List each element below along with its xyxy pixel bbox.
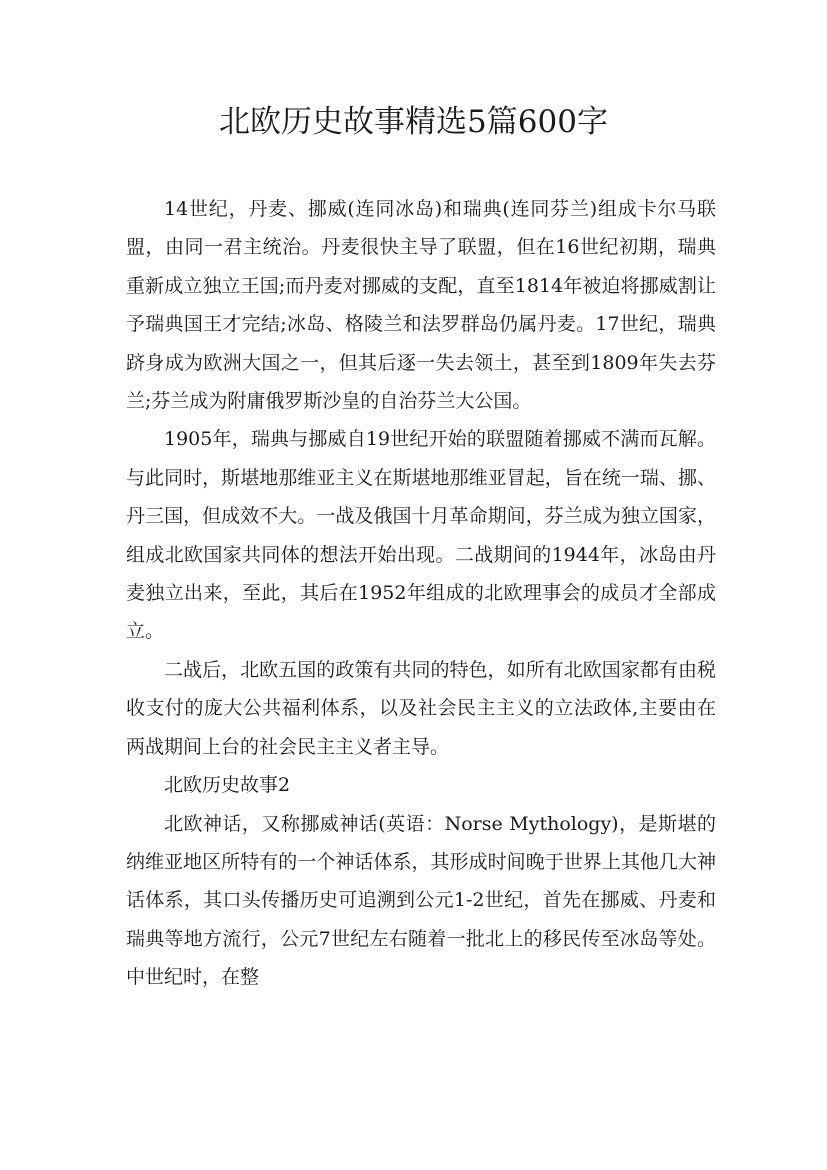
paragraph-2: 1905年，瑞典与挪威自19世纪开始的联盟随着挪威不满而瓦解。与此同时，斯堪地那维亚主义在斯堪地那维亚冒起，旨在统一瑞、挪、丹三国，但成效不大。一战及俄国十月革命期间，芬兰成为独立国家，组成北欧国家共同体的想法开始出现。二战期间的1944年，冰岛由丹麦独立出来，至此，其后在1952年组成的北欧理事会的成员才全部成立。 bbox=[126, 428, 716, 643]
paragraph-3: 二战后，北欧五国的政策有共同的特色，如所有北欧国家都有由税收支付的庞大公共福利体系，以及社会民主主义的立法政体,主要由在两战期间上台的社会民主主义者主导。 bbox=[126, 658, 716, 758]
document-body bbox=[126, 190, 716, 997]
paragraph-4: 北欧神话，又称挪威神话(英语：Norse Mythology)，是斯堪的纳维亚地区所特有的一个神话体系，其形成时间晚于世界上其他几大神话体系，其口头传播历史可追溯到公元1-2世纪，首先在挪威、丹麦和瑞典等地方流行，公元7世纪左右随着一批北上的移民传至冰岛等处。中世纪时，在整 bbox=[126, 812, 716, 989]
paragraph-1: 14世纪，丹麦、挪威(连同冰岛)和瑞典(连同芬兰)组成卡尔马联盟，由同一君主统治。丹麦很快主导了联盟，但在16世纪初期，瑞典重新成立独立王国;而丹麦对挪威的支配，直至1814年被迫将挪威割让予瑞典国王才完结;冰岛、格陵兰和法罗群岛仍属丹麦。17世纪，瑞典跻身成为欧洲大国之一，但其后逐一失去领土，甚至到1809年失去芬兰;芬兰成为附庸俄罗斯沙皇的自治芬兰大公国。 bbox=[126, 198, 716, 413]
section-subheading: 北欧历史故事2 bbox=[164, 774, 291, 797]
document-title: 北欧历史故事精选5篇600字 bbox=[219, 104, 608, 140]
